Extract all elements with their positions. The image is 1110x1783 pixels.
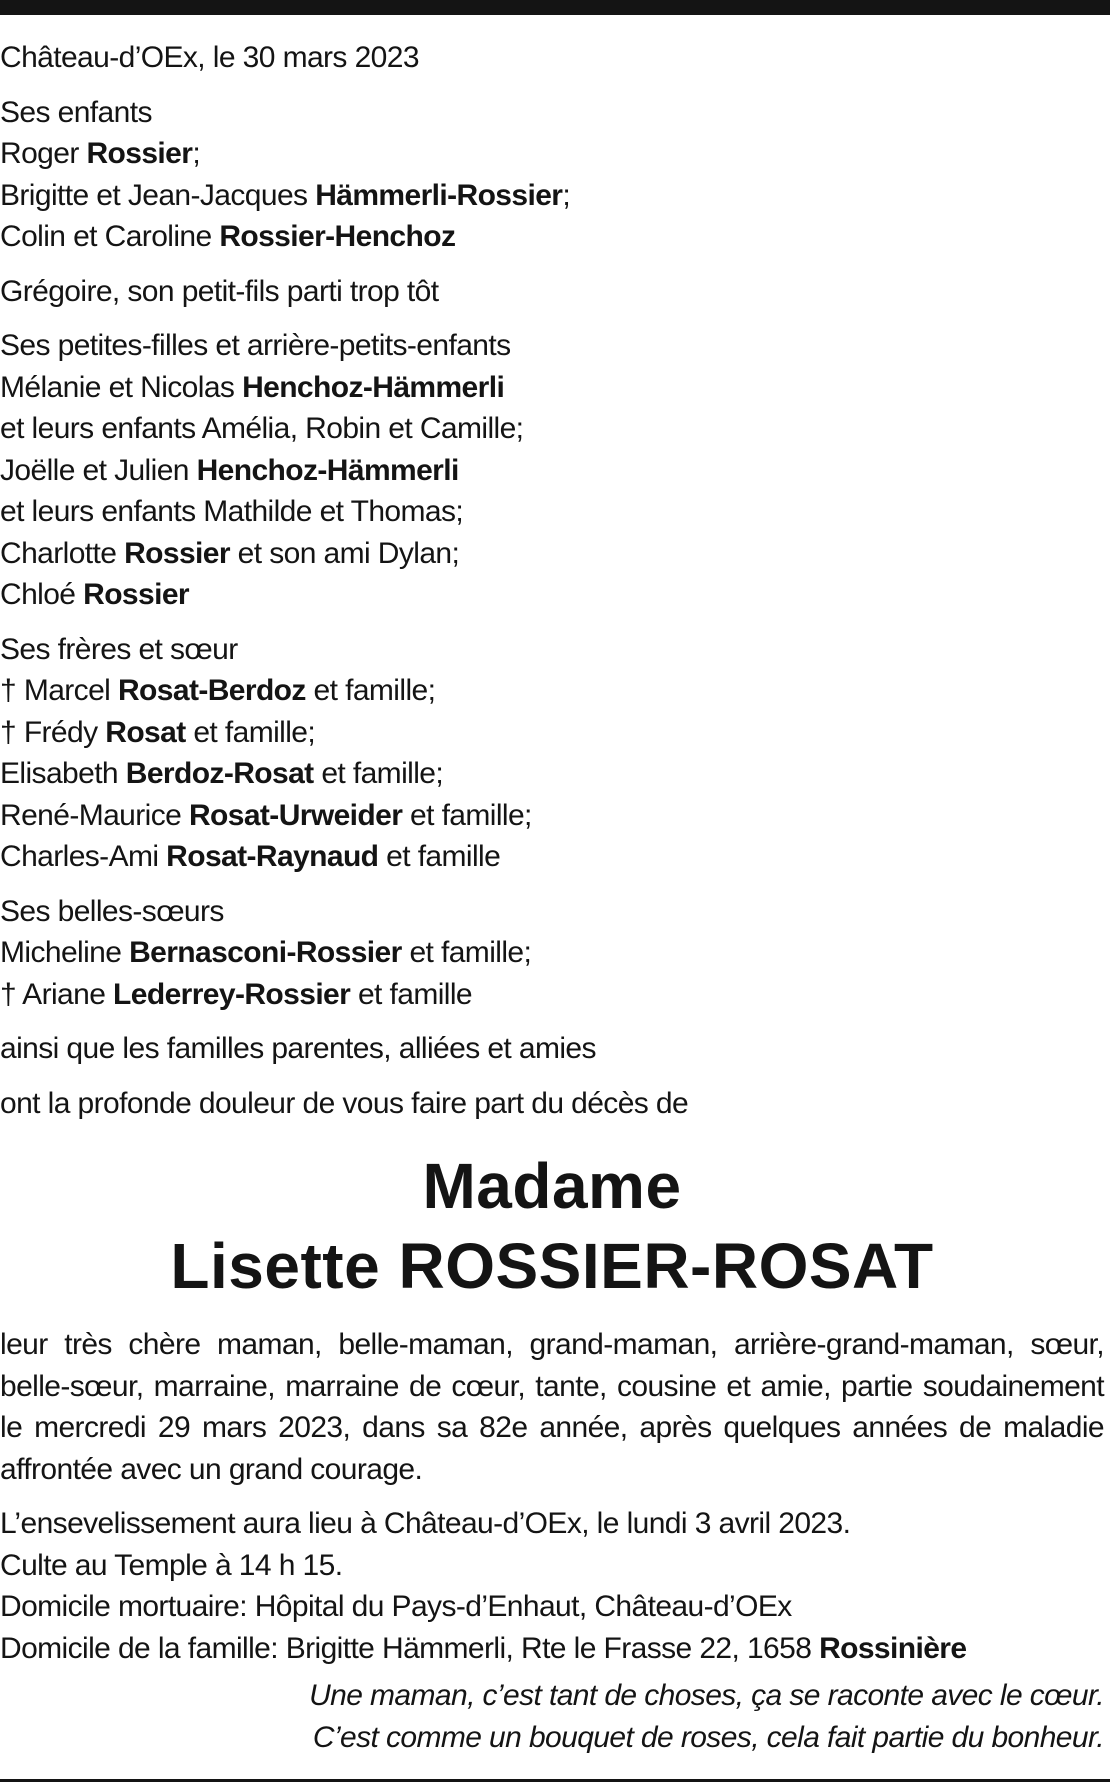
suffix: et famille; (401, 936, 532, 969)
deceased-title: Madame (422, 1150, 682, 1222)
given-names: Elisabeth (0, 757, 126, 790)
surname: Rosat-Raynaud (166, 840, 379, 873)
surname: Berdoz-Rosat (125, 757, 314, 790)
quote-line: Une maman, c’est tant de choses, ça se raconte avec le cœur. (309, 1679, 1104, 1712)
closing-quote (0, 1675, 1104, 1758)
sibling-line (0, 712, 1104, 754)
surname: Henchoz-Hämmerli (242, 370, 505, 404)
surname: Rossier (124, 536, 230, 570)
service-line: Culte au Temple à 14 h 15. (0, 1548, 343, 1582)
siblings-heading: Ses frères et sœur (0, 632, 238, 666)
given-names: Charles-Ami (0, 840, 167, 873)
sibling-line (0, 670, 1104, 712)
given-names: Roger (0, 137, 87, 170)
children-section (0, 92, 1104, 258)
mortuary-line: Domicile mortuaire: Hôpital du Pays-d’Enhaut, Château-d’OEx (0, 1590, 792, 1623)
grandchild-line (0, 533, 1104, 575)
deceased-name-block (0, 1146, 1104, 1306)
suffix: et famille; (313, 757, 444, 790)
details-section (0, 1503, 1104, 1669)
surname: Rossier (83, 578, 189, 611)
grandchild-line: et leurs enfants Mathilde et Thomas; (0, 495, 464, 528)
surname: Rossier-Henchoz (219, 220, 456, 253)
given-names: Joëlle et Julien (0, 453, 197, 487)
quote-line: C’est comme un bouquet de roses, cela fait partie du bonheur. (312, 1720, 1104, 1754)
child-line (0, 216, 1104, 258)
surname: Henchoz-Hämmerli (196, 453, 459, 487)
given-names: Colin et Caroline (0, 220, 220, 253)
obituary-notice (0, 37, 1104, 1758)
sisters-in-law-section (0, 891, 1104, 1016)
burial-line: L’ensevelissement aura lieu à Château-d’OEx, le lundi 3 avril 2023. (0, 1507, 851, 1540)
punct: ; (562, 178, 571, 212)
given-names: René-Maurice (0, 798, 189, 832)
sisters-in-law-heading: Ses belles-sœurs (0, 894, 224, 928)
suffix: et famille; (402, 798, 532, 832)
given-names: † Marcel (0, 674, 118, 707)
families-line: ainsi que les familles parentes, alliées et amies (0, 1032, 596, 1065)
grandchild-line (0, 450, 1104, 492)
grandchild-line (0, 574, 1104, 616)
surname: Bernasconi-Rossier (129, 936, 402, 969)
sibling-line (0, 836, 1104, 878)
sister-in-law-line (0, 974, 1104, 1016)
surname: Rosat-Urweider (188, 798, 403, 832)
grandchild-line (0, 367, 1104, 409)
given-names: Brigitte et Jean-Jacques (0, 178, 316, 212)
suffix: et famille; (305, 674, 436, 707)
sibling-line (0, 795, 1104, 837)
siblings-section (0, 629, 1104, 878)
punct: ; (192, 137, 201, 170)
given-names: Chloé (0, 578, 84, 611)
gregoire-line: Grégoire, son petit-fils parti trop tôt (0, 274, 439, 308)
address: Domicile de la famille: Brigitte Hämmerli, Rte le Frasse 22, 1658 (0, 1631, 820, 1665)
deceased-name: Lisette ROSSIER-ROSAT (170, 1230, 934, 1302)
given-names: † Frédy (0, 715, 106, 749)
surname: Lederrey-Rossier (113, 977, 351, 1011)
suffix: et famille (378, 840, 501, 873)
bottom-rule (0, 1779, 1110, 1782)
surname: Hämmerli-Rossier (315, 178, 563, 212)
family-home-line (0, 1628, 1104, 1670)
grandchildren-heading: Ses petites-filles et arrière-petits-enfants (0, 329, 511, 362)
child-line (0, 175, 1104, 217)
children-heading: Ses enfants (0, 95, 152, 129)
given-names: Mélanie et Nicolas (0, 370, 243, 404)
given-names: Micheline (0, 936, 130, 969)
grandchild-line: et leurs enfants Amélia, Robin et Camille; (0, 412, 524, 445)
announcement-line: ont la profonde douleur de vous faire part du décès de (0, 1086, 689, 1120)
suffix: et famille; (185, 715, 316, 749)
grandchildren-section (0, 325, 1104, 616)
surname: Rosat-Berdoz (117, 674, 306, 707)
suffix: et famille (350, 977, 472, 1011)
place-date: Château-d’OEx, le 30 mars 2023 (0, 41, 419, 74)
suffix: et son ami Dylan; (229, 536, 460, 570)
child-line (0, 133, 1104, 175)
sister-in-law-line (0, 932, 1104, 974)
town: Rossinière (819, 1631, 967, 1665)
top-rule (0, 0, 1110, 15)
given-names: Charlotte (0, 536, 125, 570)
surname: Rossier (86, 137, 193, 170)
given-names: † Ariane (0, 977, 114, 1011)
description-paragraph: leur très chère maman, belle-maman, grand-maman, arrière-grand-maman, sœur, belle-sœur, marraine, marraine de cœur, tante, cousine et amie, partie soudainement le mercredi 29 mars 2023, dans sa 82e année, après quelques années de maladie affrontée avec un grand courage. (0, 1328, 1104, 1486)
surname: Rosat (105, 715, 186, 749)
sibling-line (0, 753, 1104, 795)
